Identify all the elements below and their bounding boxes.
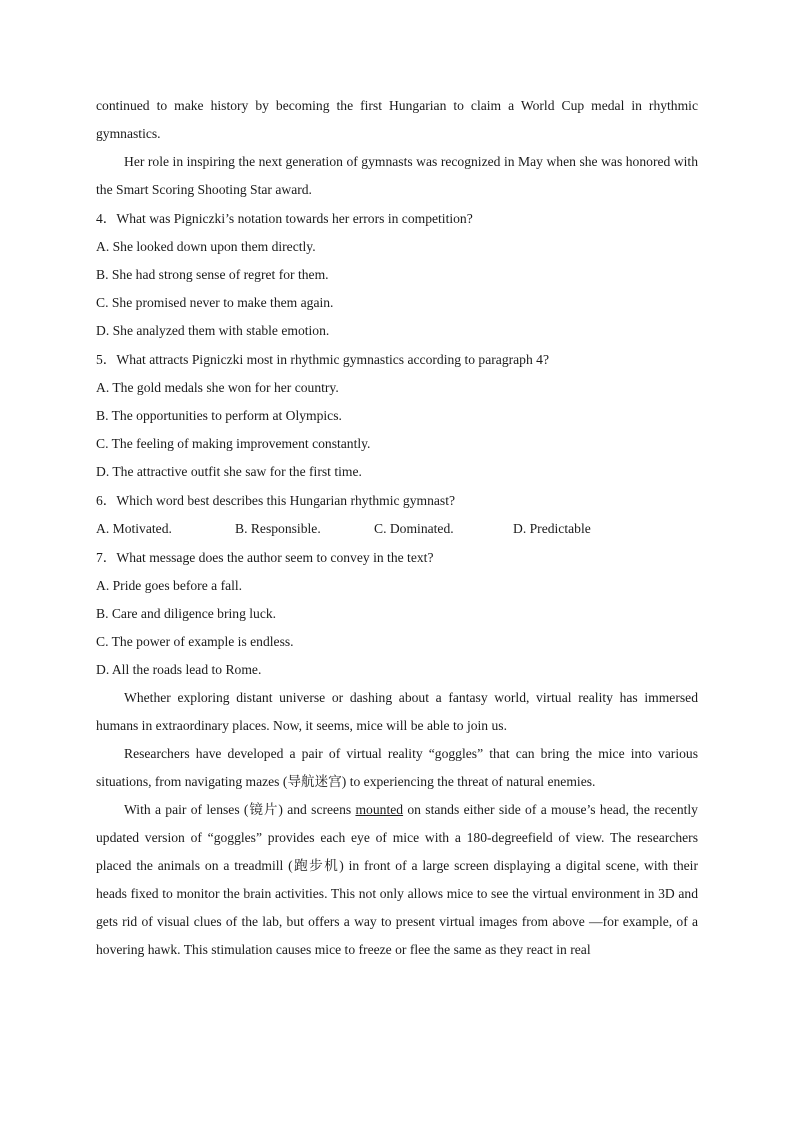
answer-option: C. The feeling of making improvement constantly. bbox=[96, 436, 371, 451]
underlined-word: mounted bbox=[355, 802, 404, 817]
answer-option: C. The power of example is endless. bbox=[96, 634, 294, 649]
answer-option: B. Responsible. bbox=[235, 521, 321, 536]
answer-option: B. The opportunities to perform at Olympics. bbox=[96, 408, 342, 423]
question-stem: 7．What message does the author seem to convey in the text? bbox=[96, 550, 434, 565]
passage-paragraph: Whether exploring distant universe or dashing about a fantasy world, virtual reality has immersed humans in extraordinary places. Now, it seems, mice will be able to join us. bbox=[96, 690, 698, 733]
answer-option: A. The gold medals she won for her country. bbox=[96, 380, 339, 395]
question-stem: 6．Which word best describes this Hungarian rhythmic gymnast? bbox=[96, 493, 456, 508]
question-5 bbox=[96, 346, 698, 486]
answer-option: C. Dominated. bbox=[374, 521, 454, 536]
answer-option: D. All the roads lead to Rome. bbox=[96, 662, 262, 677]
answer-option: C. She promised never to make them again. bbox=[96, 295, 334, 310]
answer-options-row bbox=[96, 515, 698, 543]
passage-paragraph: Researchers have developed a pair of virtual reality “goggles” that can bring the mice into various situations, from navigating mazes (导航迷宫) to experiencing the threat of natural enemies. bbox=[96, 746, 698, 789]
answer-option: A. She looked down upon them directly. bbox=[96, 239, 316, 254]
question-4 bbox=[96, 205, 698, 345]
answer-option: D. The attractive outfit she saw for the first time. bbox=[96, 464, 362, 479]
passage-paragraph: Her role in inspiring the next generation of gymnasts was recognized in May when she was honored with the Smart Scoring Shooting Star award. bbox=[96, 154, 698, 197]
passage-text: With a pair of lenses (镜片) and screens bbox=[124, 802, 356, 817]
answer-option: B. Care and diligence bring luck. bbox=[96, 606, 277, 621]
answer-option: A. Motivated. bbox=[96, 521, 172, 536]
answer-option: B. She had strong sense of regret for them. bbox=[96, 267, 329, 282]
answer-option: A. Pride goes before a fall. bbox=[96, 578, 243, 593]
question-stem: 5．What attracts Pigniczki most in rhythmic gymnastics according to paragraph 4? bbox=[96, 352, 550, 367]
passage-paragraph: continued to make history by becoming the first Hungarian to claim a World Cup medal in rhythmic gymnastics. bbox=[96, 98, 698, 141]
question-7 bbox=[96, 544, 698, 684]
answer-option: D. Predictable bbox=[513, 521, 591, 536]
passage-text: on stands either side of a mouse’s head, the recently updated version of “goggles” provides each eye of mice with a 180-degreefield of view. The researchers placed the animals on a treadmill (跑步机) in front of a large screen displaying a digital scene, with their heads fixed to monitor the brain activities. This not only allows mice to see the virtual environment in 3D and gets rid of visual clues of the lab, but offers a way to present virtual images from above —for example, of a hovering hawk. This stimulation causes mice to freeze or flee the same as they react in real bbox=[96, 802, 698, 957]
question-stem: 4．What was Pigniczki’s notation towards her errors in competition? bbox=[96, 211, 473, 226]
answer-option: D. She analyzed them with stable emotion. bbox=[96, 323, 330, 338]
passage-paragraph bbox=[96, 796, 698, 964]
question-6 bbox=[96, 487, 698, 543]
document-page bbox=[96, 92, 698, 964]
